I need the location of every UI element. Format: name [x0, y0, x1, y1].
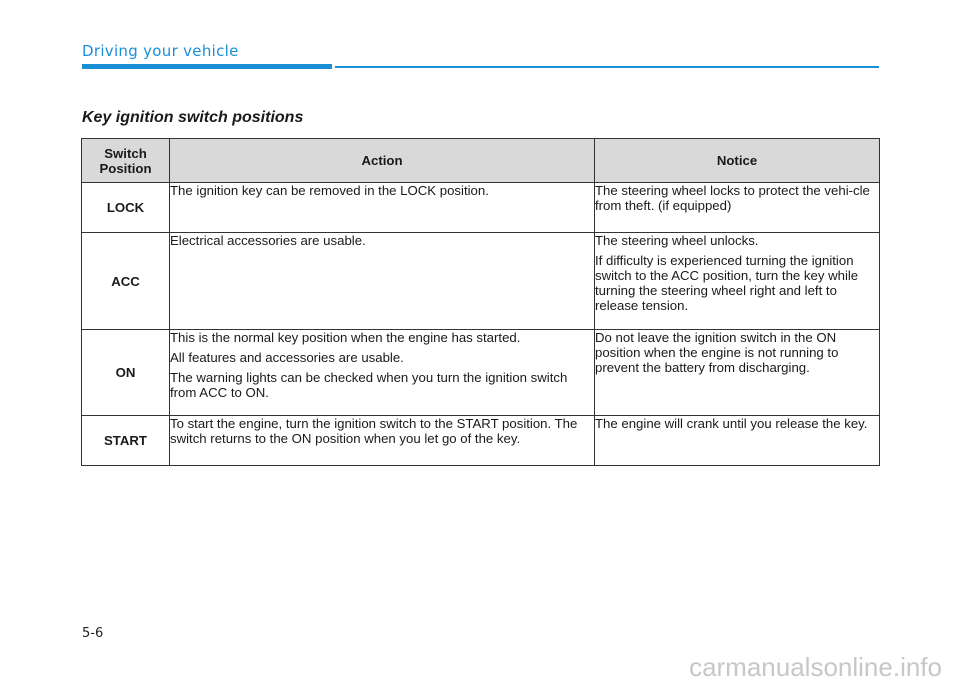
- table-row-start: [82, 416, 880, 466]
- header-action: Action: [170, 139, 595, 183]
- watermark: carmanualsonline.info: [689, 652, 942, 682]
- notice-cell-start: [595, 416, 880, 466]
- section-title: Driving your vehicle: [82, 42, 239, 60]
- position-acc: ACC: [82, 233, 170, 330]
- position-on: ON: [82, 330, 170, 416]
- action-cell-lock: [170, 183, 595, 233]
- position-start: START: [82, 416, 170, 466]
- action-text: All features and accessories are usable.: [170, 350, 404, 365]
- action-text: The warning lights can be checked when you turn the ignition switch from ACC to ON.: [170, 370, 568, 400]
- action-cell-acc: [170, 233, 595, 330]
- notice-text: Do not leave the ignition switch in the ON position when the engine is not running to prevent the battery from discharging.: [595, 330, 839, 375]
- notice-text: The engine will crank until you release the key.: [595, 416, 868, 431]
- notice-text: The steering wheel unlocks.: [595, 233, 759, 248]
- table-row-lock: [82, 183, 880, 233]
- header-switch-position: Switch Position: [82, 139, 170, 183]
- ignition-positions-table: [81, 138, 880, 466]
- page-number: 5-6: [82, 626, 104, 641]
- action-text: Electrical accessories are usable.: [170, 233, 366, 248]
- header-rule: [335, 66, 879, 68]
- position-lock: LOCK: [82, 183, 170, 233]
- notice-text: If difficulty is experienced turning the ignition switch to the ACC position, turn the key while turning the steering wheel right and left to release tension.: [595, 253, 859, 313]
- table-row-acc: [82, 233, 880, 330]
- notice-cell-on: [595, 330, 880, 416]
- table-header-row: [82, 139, 880, 183]
- action-text: The ignition key can be removed in the LOCK position.: [170, 183, 489, 198]
- header-rule-accent: [82, 64, 332, 69]
- action-text: This is the normal key position when the engine has started.: [170, 330, 521, 345]
- page-heading: Key ignition switch positions: [82, 109, 304, 126]
- action-text: To start the engine, turn the ignition switch to the START position. The switch returns to the ON position when you let go of the key.: [170, 416, 578, 446]
- action-cell-start: [170, 416, 595, 466]
- notice-cell-lock: [595, 183, 880, 233]
- notice-cell-acc: [595, 233, 880, 330]
- notice-text: The steering wheel locks to protect the vehi-cle from theft. (if equipped): [595, 183, 870, 213]
- action-cell-on: [170, 330, 595, 416]
- header-notice: Notice: [595, 139, 880, 183]
- table-row-on: [82, 330, 880, 416]
